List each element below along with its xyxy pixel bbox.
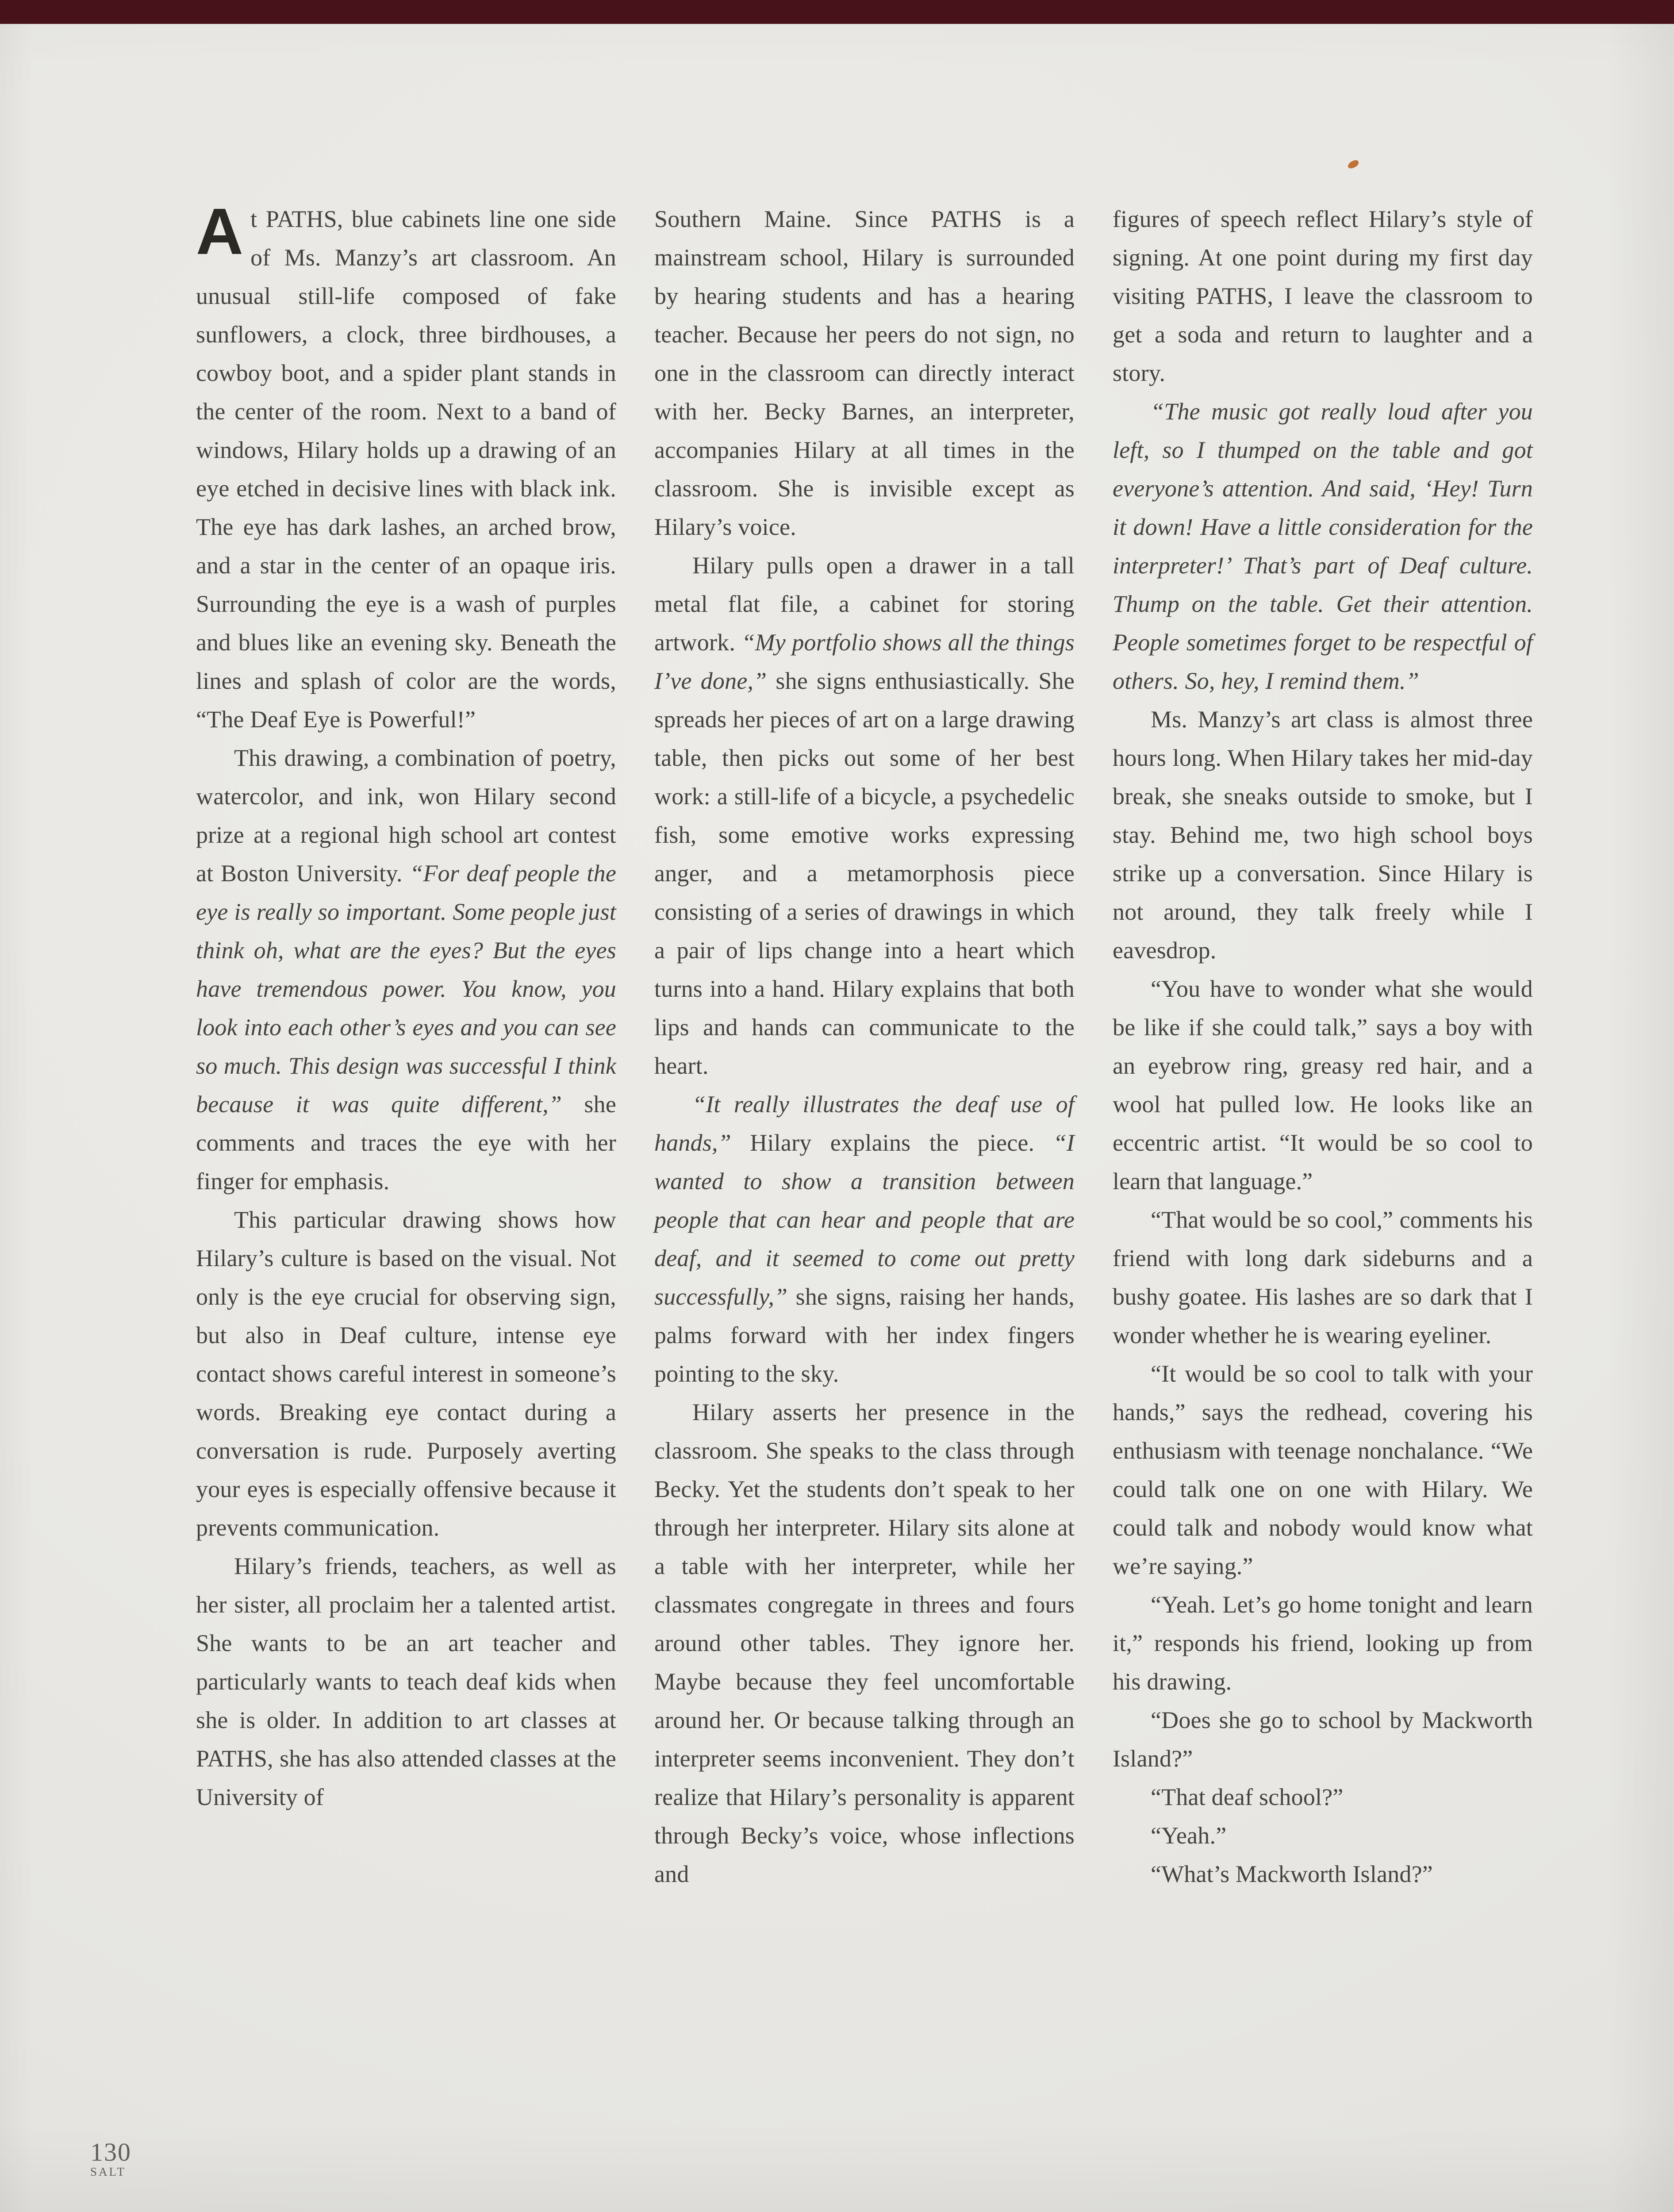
- paragraph: [654, 200, 1075, 546]
- drop-cap: A: [196, 195, 244, 268]
- body-text: “Yeah.”: [1151, 1822, 1227, 1849]
- text-column-1: [196, 195, 616, 1893]
- quote-text: “For deaf people the eye is really so important. Some people just think oh, what are the eyes? But the eyes have tremendous power. You know, you look into each other’s eyes and you can see so much. This design was successful I think because it was quite different,”: [196, 860, 616, 1118]
- paper-speck: [1347, 159, 1360, 169]
- quote-text: “My portfolio shows all the things I’ve done,”: [654, 629, 1075, 694]
- body-text: “What’s Mackworth Island?”: [1151, 1861, 1433, 1887]
- paragraph: [196, 1201, 616, 1547]
- body-text: Hilary explains the piece.: [731, 1129, 1053, 1156]
- page-top-band: [0, 0, 1674, 24]
- body-text: Hilary’s friends, teachers, as well as her sister, all proclaim her a talented artist. She wants to be an art teacher and particularly wants to teach deaf kids when she is older. In addition to art classes at PATHS, she has also attended classes at the University of: [196, 1553, 616, 1810]
- body-text: This particular drawing shows how Hilary’s culture is based on the visual. Not only is the eye crucial for observing sign, but also in Deaf culture, intense eye contact shows careful interest in someone’s words. Breaking eye contact during a conversation is rude. Purposely averting your eyes is especially offensive because it prevents communication.: [196, 1206, 616, 1541]
- paragraph: [1113, 1355, 1533, 1586]
- quote-text: “It really illustrates the deaf use of hands,”: [654, 1091, 1075, 1156]
- paragraph: [1113, 970, 1533, 1201]
- paragraph: [1113, 1586, 1533, 1701]
- body-text: Ms. Manzy’s art class is almost three hours long. When Hilary takes her mid-day break, she sneaks outside to smoke, but I stay. Behind me, two high school boys strike up a conversation. Since Hilary is not around, they talk freely while I eavesdrop.: [1113, 706, 1533, 964]
- paragraph: [196, 739, 616, 1201]
- body-text: Hilary pulls open a drawer in a tall metal flat file, a cabinet for storing artwork.: [654, 552, 1075, 656]
- paragraph: [654, 1393, 1075, 1893]
- article-body: [196, 195, 1533, 1893]
- text-column-2: [654, 200, 1075, 1893]
- paragraph: [196, 195, 616, 739]
- paragraph: [1113, 1855, 1533, 1893]
- paragraph: [1113, 700, 1533, 970]
- body-text: t PATHS, blue cabinets line one side of Ms. Manzy’s art classroom. An unusual still-life composed of fake sunflowers, a clock, three birdhouses, a cowboy boot, and a spider plant stands in the center of the room. Next to a band of windows, Hilary holds up a drawing of an eye etched in decisive lines with black ink. The eye has dark lashes, an arched brow, and a star in the center of an opaque iris. Surrounding the eye is a wash of purples and blues like an evening sky. Beneath the lines and splash of color are the words, “The Deaf Eye is Powerful!”: [196, 206, 616, 733]
- paragraph: [1113, 200, 1533, 392]
- paragraph: [1113, 1816, 1533, 1855]
- folio: [90, 2139, 131, 2178]
- page-number: 130: [90, 2138, 131, 2166]
- body-text: figures of speech reflect Hilary’s style of signing. At one point during my first day visiting PATHS, I leave the classroom to get a soda and return to laughter and a story.: [1113, 206, 1533, 386]
- body-text: she signs enthusiastically. She spreads her pieces of art on a large drawing table, then picks out some of her best work: a still-life of a bicycle, a psychedelic fish, some emotive works expressing anger, and a metamorphosis piece consisting of a series of drawings in which a pair of lips change into a heart which turns into a hand. Hilary explains that both lips and hands can communicate to the heart.: [654, 668, 1075, 1079]
- publication-name: SALT: [90, 2165, 127, 2178]
- body-text: “You have to wonder what she would be like if she could talk,” says a boy with an eyebrow ring, greasy red hair, and a wool hat pulled low. He looks like an eccentric artist. “It would be so cool to learn that language.”: [1113, 975, 1533, 1194]
- paragraph: [654, 546, 1075, 1085]
- body-text: “That would be so cool,” comments his friend with long dark sideburns and a bushy goatee. His lashes are so dark that I wonder whether he is wearing eyeliner.: [1113, 1206, 1533, 1348]
- body-text: Southern Maine. Since PATHS is a mainstream school, Hilary is surrounded by hearing students and has a hearing teacher. Because her peers do not sign, no one in the classroom can directly interact with her. Becky Barnes, an interpreter, accompanies Hilary at all times in the classroom. She is invisible except as Hilary’s voice.: [654, 206, 1075, 540]
- paragraph: [1113, 1201, 1533, 1355]
- quote-text: “I wanted to show a transition between people that can hear and people that are deaf, and it seemed to come out pretty successfully,”: [654, 1129, 1075, 1310]
- paragraph: [654, 1085, 1075, 1393]
- text-column-3: [1113, 200, 1533, 1893]
- paragraph: [1113, 392, 1533, 700]
- quote-text: “The music got really loud after you left, so I thumped on the table and got everyone’s attention. And said, ‘Hey! Turn it down! Have a little consideration for the interpreter!’ That’s part of Deaf culture. Thump on the table. Get their attention. People sometimes forget to be respectful of others. So, hey, I remind them.”: [1113, 398, 1533, 694]
- body-text: “That deaf school?”: [1151, 1784, 1344, 1810]
- paragraph: [196, 1547, 616, 1816]
- paragraph: [1113, 1701, 1533, 1778]
- body-text: “It would be so cool to talk with your hands,” says the redhead, covering his enthusiasm with teenage nonchalance. “We could talk one on one with Hilary. We could talk and nobody would know what we’re saying.”: [1113, 1360, 1533, 1579]
- body-text: Hilary asserts her presence in the classroom. She speaks to the class through Becky. Yet the students don’t speak to her through her interpreter. Hilary sits alone at a table with her interpreter, while her classmates congregate in threes and fours around other tables. They ignore her. Maybe because they feel uncomfortable around her. Or because talking through an interpreter seems inconvenient. They don’t realize that Hilary’s personality is apparent through Becky’s voice, whose inflections and: [654, 1399, 1075, 1887]
- paragraph: [1113, 1778, 1533, 1816]
- body-text: “Yeah. Let’s go home tonight and learn it,” responds his friend, looking up from his drawing.: [1113, 1591, 1533, 1695]
- body-text: she comments and traces the eye with her finger for emphasis.: [196, 1091, 616, 1194]
- body-text: she signs, raising her hands, palms forward with her index fingers pointing to the sky.: [654, 1283, 1075, 1387]
- body-text: “Does she go to school by Mackworth Island?”: [1113, 1707, 1533, 1772]
- body-text: This drawing, a combination of poetry, watercolor, and ink, won Hilary second prize at a regional high school art contest at Boston University.: [196, 745, 616, 887]
